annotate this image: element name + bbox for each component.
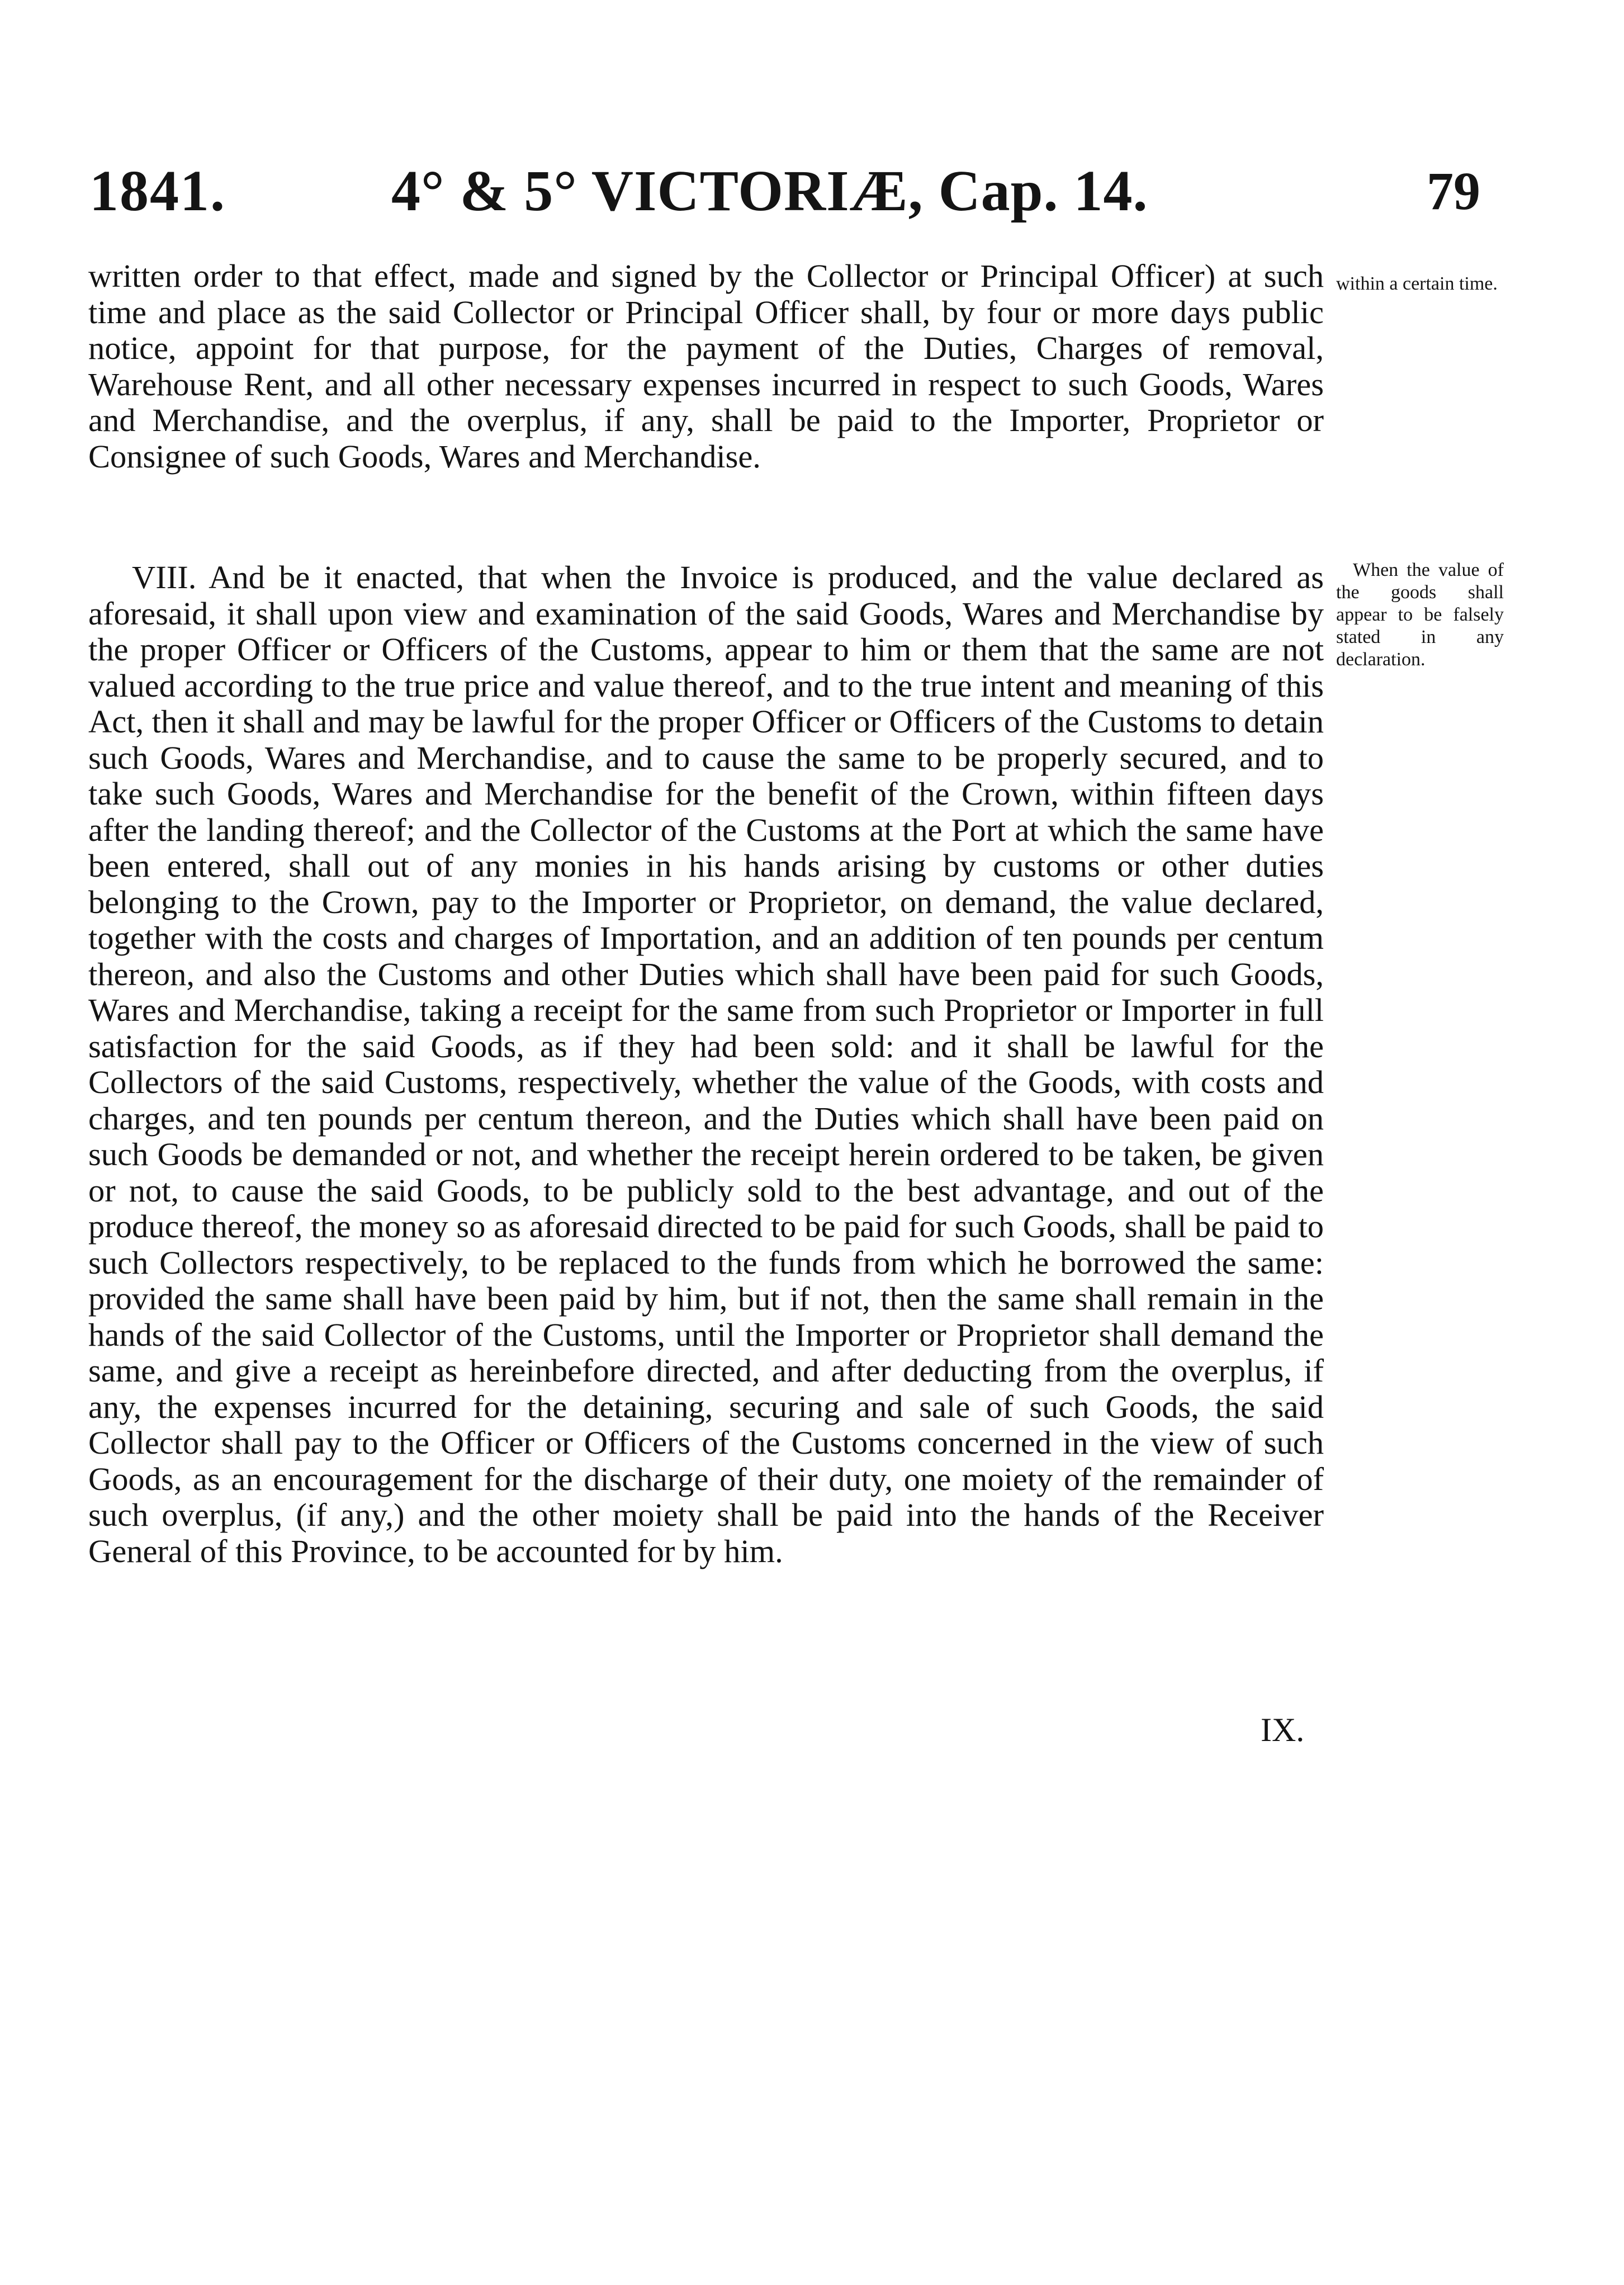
page-number: 79 [1427,161,1480,221]
section-viii-paragraph: VIII. And be it enacted, that when the Invoice is produced, and the value declared as aforesaid, it shall upon view and examination of the said Goods, Wares and Merchandise by the proper Officer or Officers of the Customs, appear to him or them that the same are not valued according to the true price and value thereof, and to the true intent and meaning of this Act, then it shall and may be lawful for the proper Officer or Officers of the Customs to detain such Goods, Wares and Merchandise, and to cause the same to be properly secured, and to take such Goods, Wares and Merchandise for the benefit of the Crown, within fifteen days after the landing thereof; and the Collector of the Customs at the Port at which the same have been entered, shall out of any monies in his hands arising by customs or other duties belonging to the Crown, pay to the Importer or Proprietor, on demand, the value declared, together with the costs and charges of Importation, and an addition of ten pounds per centum thereon, and also the Customs and other Duties which shall have been paid for such Goods, Wares and Merchandise, taking a receipt for the same from such Proprietor or Importer in full satisfaction for the said Goods, as if they had been sold: and it shall be lawful for the Collectors of the said Customs, respectively, whether the value of the Goods, with costs and charges, and ten pounds per centum thereon, and the Duties which shall have been paid on such Goods be demanded or not, and whether the receipt herein ordered to be taken, be given or not, to cause the said Goods, to be publicly sold to the best advantage, and out of the produce thereof, the money so as aforesaid directed to be paid for such Goods, shall be paid to such Collectors respectively, to be replaced to the funds from which he borrowed the same: provided the same shall have been paid by him, but if not, then the same shall remain in the hands of the said Collector of the Customs, until the Importer or Proprietor shall demand the same, and give a receipt as hereinbefore directed, and after deducting from the overplus, if any, the expenses incurred for the detaining, securing and sale of such Goods, the said Collector shall pay to the Officer or Officers of the Customs concerned in the view of such Goods, as an encouragement for the discharge of their duty, one moiety of the remainder of such overplus, (if any,) and the other moiety shall be paid into the hands of the Receiver General of this Province, to be accounted for by him. [88,559,1324,1569]
running-header [0,158,1624,225]
margin-note-false-value: When the value of the goods shall appear to be falsely stated in any declaration. [1336,560,1504,670]
header-year: 1841. [89,159,226,223]
catchword: IX. [1261,1711,1305,1748]
paragraph-continuation: written order to that effect, made and signed by the Collector or Principal Officer) at such time and place as the said Collector or Principal Officer shall, by four or more days public notice, appoint for that purpose, for the payment of the Duties, Charges of removal, Warehouse Rent, and all other necessary expenses incurred in respect to such Goods, Wares and Merchandise, and the overplus, if any, shall be paid to the Importer, Proprietor or Consignee of such Goods, Wares and Merchandise. [88,258,1324,475]
margin-note-within-time: within a certain time. [1336,273,1498,294]
header-title: 4° & 5° VICTORIÆ, Cap. 14. [391,159,1148,223]
